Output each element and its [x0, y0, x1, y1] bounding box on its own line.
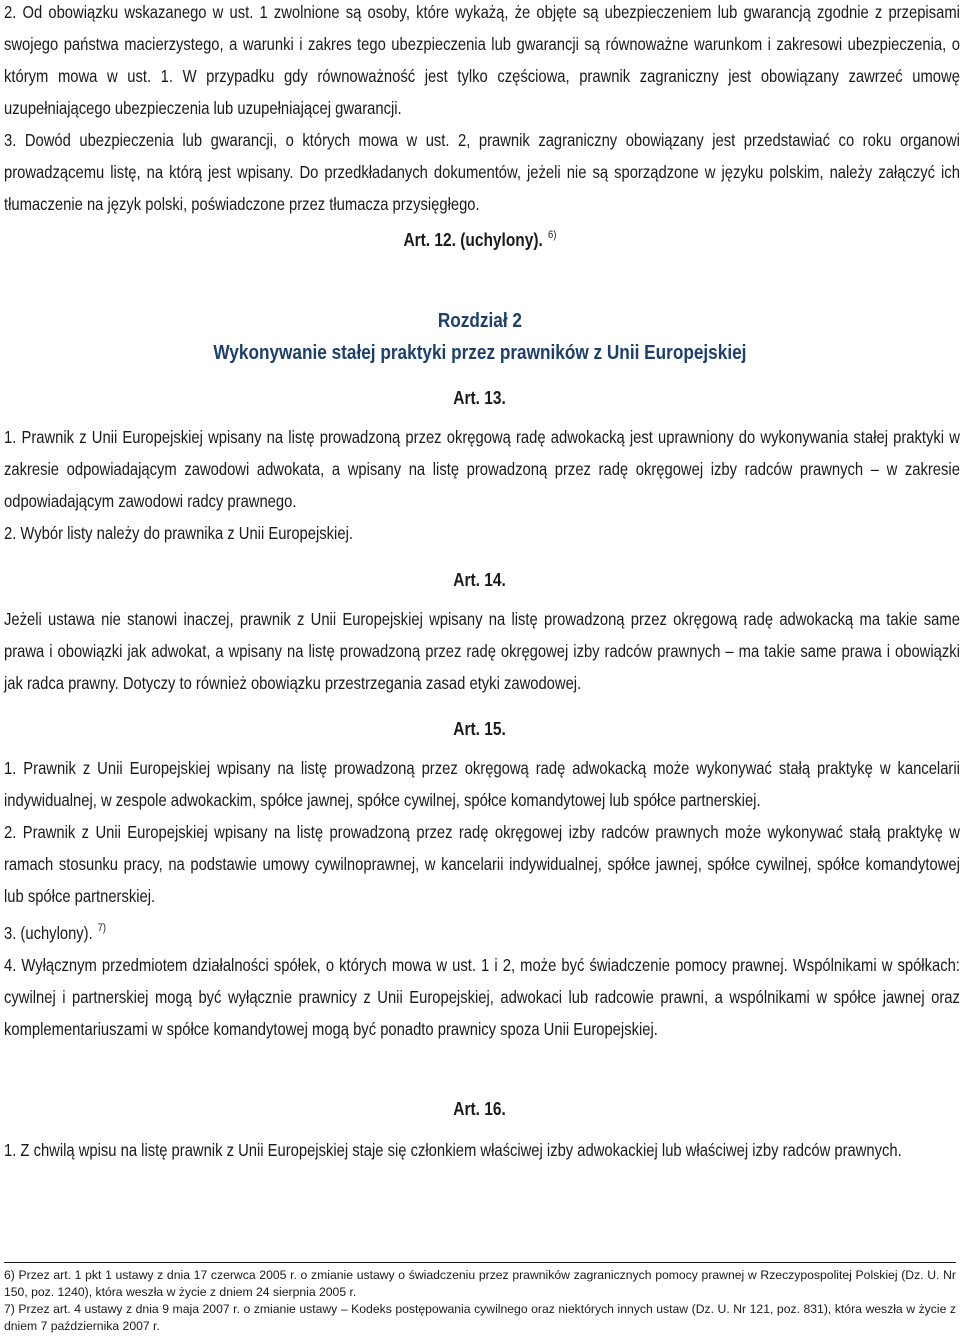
art13-title: Art. 13.: [453, 388, 507, 408]
footnotes: [4, 1267, 956, 1335]
art15-paragraph-1: 1. Prawnik z Unii Europejskiej wpisany na listę prowadzoną przez okręgową radę adwokacką może wykonywać stałą praktykę w kancelarii indywidualnej, w zespole adwokackim, spółce jawnej, spółce cywilnej, spółce komandytowej lub spółce partnerskiej.: [4, 758, 960, 810]
art15-paragraph-3: [4, 912, 960, 949]
art15-title: Art. 15.: [453, 719, 507, 739]
art14-title: Art. 14.: [453, 570, 507, 590]
art13-paragraph-1: 1. Prawnik z Unii Europejskiej wpisany na listę prowadzoną przez okręgową radę adwokacką jest uprawniony do wykonywania stałej praktyki w zakresie odpowiadającym zawodowi adwokata, a wpisany na listę prowadzoną przez radę okręgowej izby radców prawnych – w zakresie odpowiadającym zawodowi radcy prawnego.: [4, 427, 960, 511]
art15-paragraph-4: 4. Wyłącznym przedmiotem działalności spółek, o których mowa w ust. 1 i 2, może być świadczenie pomocy prawnej. Wspólnikami w spółkach: cywilnej i partnerskiej mogą być wyłącznie prawnicy z Unii Europejskiej, adwokaci lub radcowie prawni, a wspólnikami w spółce jawnej oraz komplementariuszami w spółce komandytowej mogą być ponadto prawnicy spoza Unii Europejskiej.: [4, 955, 960, 1039]
art15-paragraph-3-text: 3. (uchylony).: [4, 923, 93, 943]
art16-heading: [0, 1099, 960, 1120]
art12-heading: [0, 229, 960, 251]
chapter-heading: [0, 305, 960, 369]
art15-heading: [0, 719, 960, 740]
art14-paragraph-1: Jeżeli ustawa nie stanowi inaczej, prawnik z Unii Europejskiej wpisany na listę prowadzoną przez okręgową radę adwokacką ma takie same prawa i obowiązki jak adwokat, a wpisany na listę prowadzoną przez radę okręgowej izby radców prawnych – ma takie same prawa i obowiązki jak radca prawny. Dotyczy to również obowiązku przestrzegania zasad etyki zawodowej.: [4, 609, 960, 693]
art11-paragraph-2: 2. Od obowiązku wskazanego w ust. 1 zwolnione są osoby, które wykażą, że objęte są ubezpieczeniem lub gwarancją zgodnie z przepisami swojego państwa macierzystego, a warunki i zakres tego ubezpieczenia lub gwarancji są równoważne warunkom i zakresowi ubezpieczenia, o którym mowa w ust. 1. W przypadku gdy równoważność jest tylko częściowa, prawnik zagraniczny jest obowiązany zawrzeć umowę uzupełniającego ubezpieczenia lub uzupełniającej gwarancji.: [4, 2, 960, 118]
art14-body: [4, 603, 960, 699]
chapter-title: Wykonywanie stałej praktyki przez prawników z Unii Europejskiej: [213, 342, 747, 364]
footnote-6: 6) Przez art. 1 pkt 1 ustawy z dnia 17 czerwca 2005 r. o zmianie ustawy o świadczeniu przez prawników zagranicznych pomocy prawnej w Rzeczypospolitej Polskiej (Dz. U. Nr 150, poz. 1240), która weszła w życie z dniem 24 sierpnia 2005 r.: [4, 1268, 956, 1299]
chapter-number: Rozdział 2: [437, 310, 523, 332]
art13-paragraph-2: 2. Wybór listy należy do prawnika z Unii Europejskiej.: [4, 523, 353, 543]
art16-body: [4, 1134, 956, 1166]
footnote-ref-7: 7): [97, 922, 106, 934]
art16-title: Art. 16.: [453, 1099, 507, 1119]
art13-heading: [0, 388, 960, 409]
art11-continuation: [4, 0, 960, 220]
art15-paragraph-2: 2. Prawnik z Unii Europejskiej wpisany na listę prowadzoną przez radę okręgowej izby radców prawnych może wykonywać stałą praktykę w ramach stosunku pracy, na podstawie umowy cywilnoprawnej, w kancelarii indywidualnej, spółce jawnej, spółce cywilnej, spółce komandytowej lub spółce partnerskiej.: [4, 822, 960, 906]
footnote-ref-6: 6): [548, 229, 557, 241]
footnote-7: 7) Przez art. 4 ustawy z dnia 9 maja 2007 r. o zmianie ustawy – Kodeks postępowania cywilnego oraz niektórych innych ustaw (Dz. U. Nr 121, poz. 831), która weszła w życie z dniem 7 października 2007 r.: [4, 1302, 956, 1333]
art11-paragraph-3: 3. Dowód ubezpieczenia lub gwarancji, o których mowa w ust. 2, prawnik zagraniczny obowiązany jest przedstawiać co roku organowi prowadzącemu listę, na którą jest wpisany. Do przedkładanych dokumentów, jeżeli nie są sporządzone w języku polskim, należy załączyć ich tłumaczenie na język polski, poświadczone przez tłumacza przysięgłego.: [4, 130, 960, 214]
art12-title: Art. 12. (uchylony).: [403, 230, 543, 250]
footnote-divider: [4, 1262, 956, 1263]
art16-paragraph-1: 1. Z chwilą wpisu na listę prawnik z Unii Europejskiej staje się członkiem właściwej izby adwokackiej lub właściwej izby radców prawnych.: [4, 1140, 902, 1160]
art14-heading: [0, 570, 960, 591]
art15-body: [4, 752, 960, 1045]
art13-body: [4, 421, 960, 549]
